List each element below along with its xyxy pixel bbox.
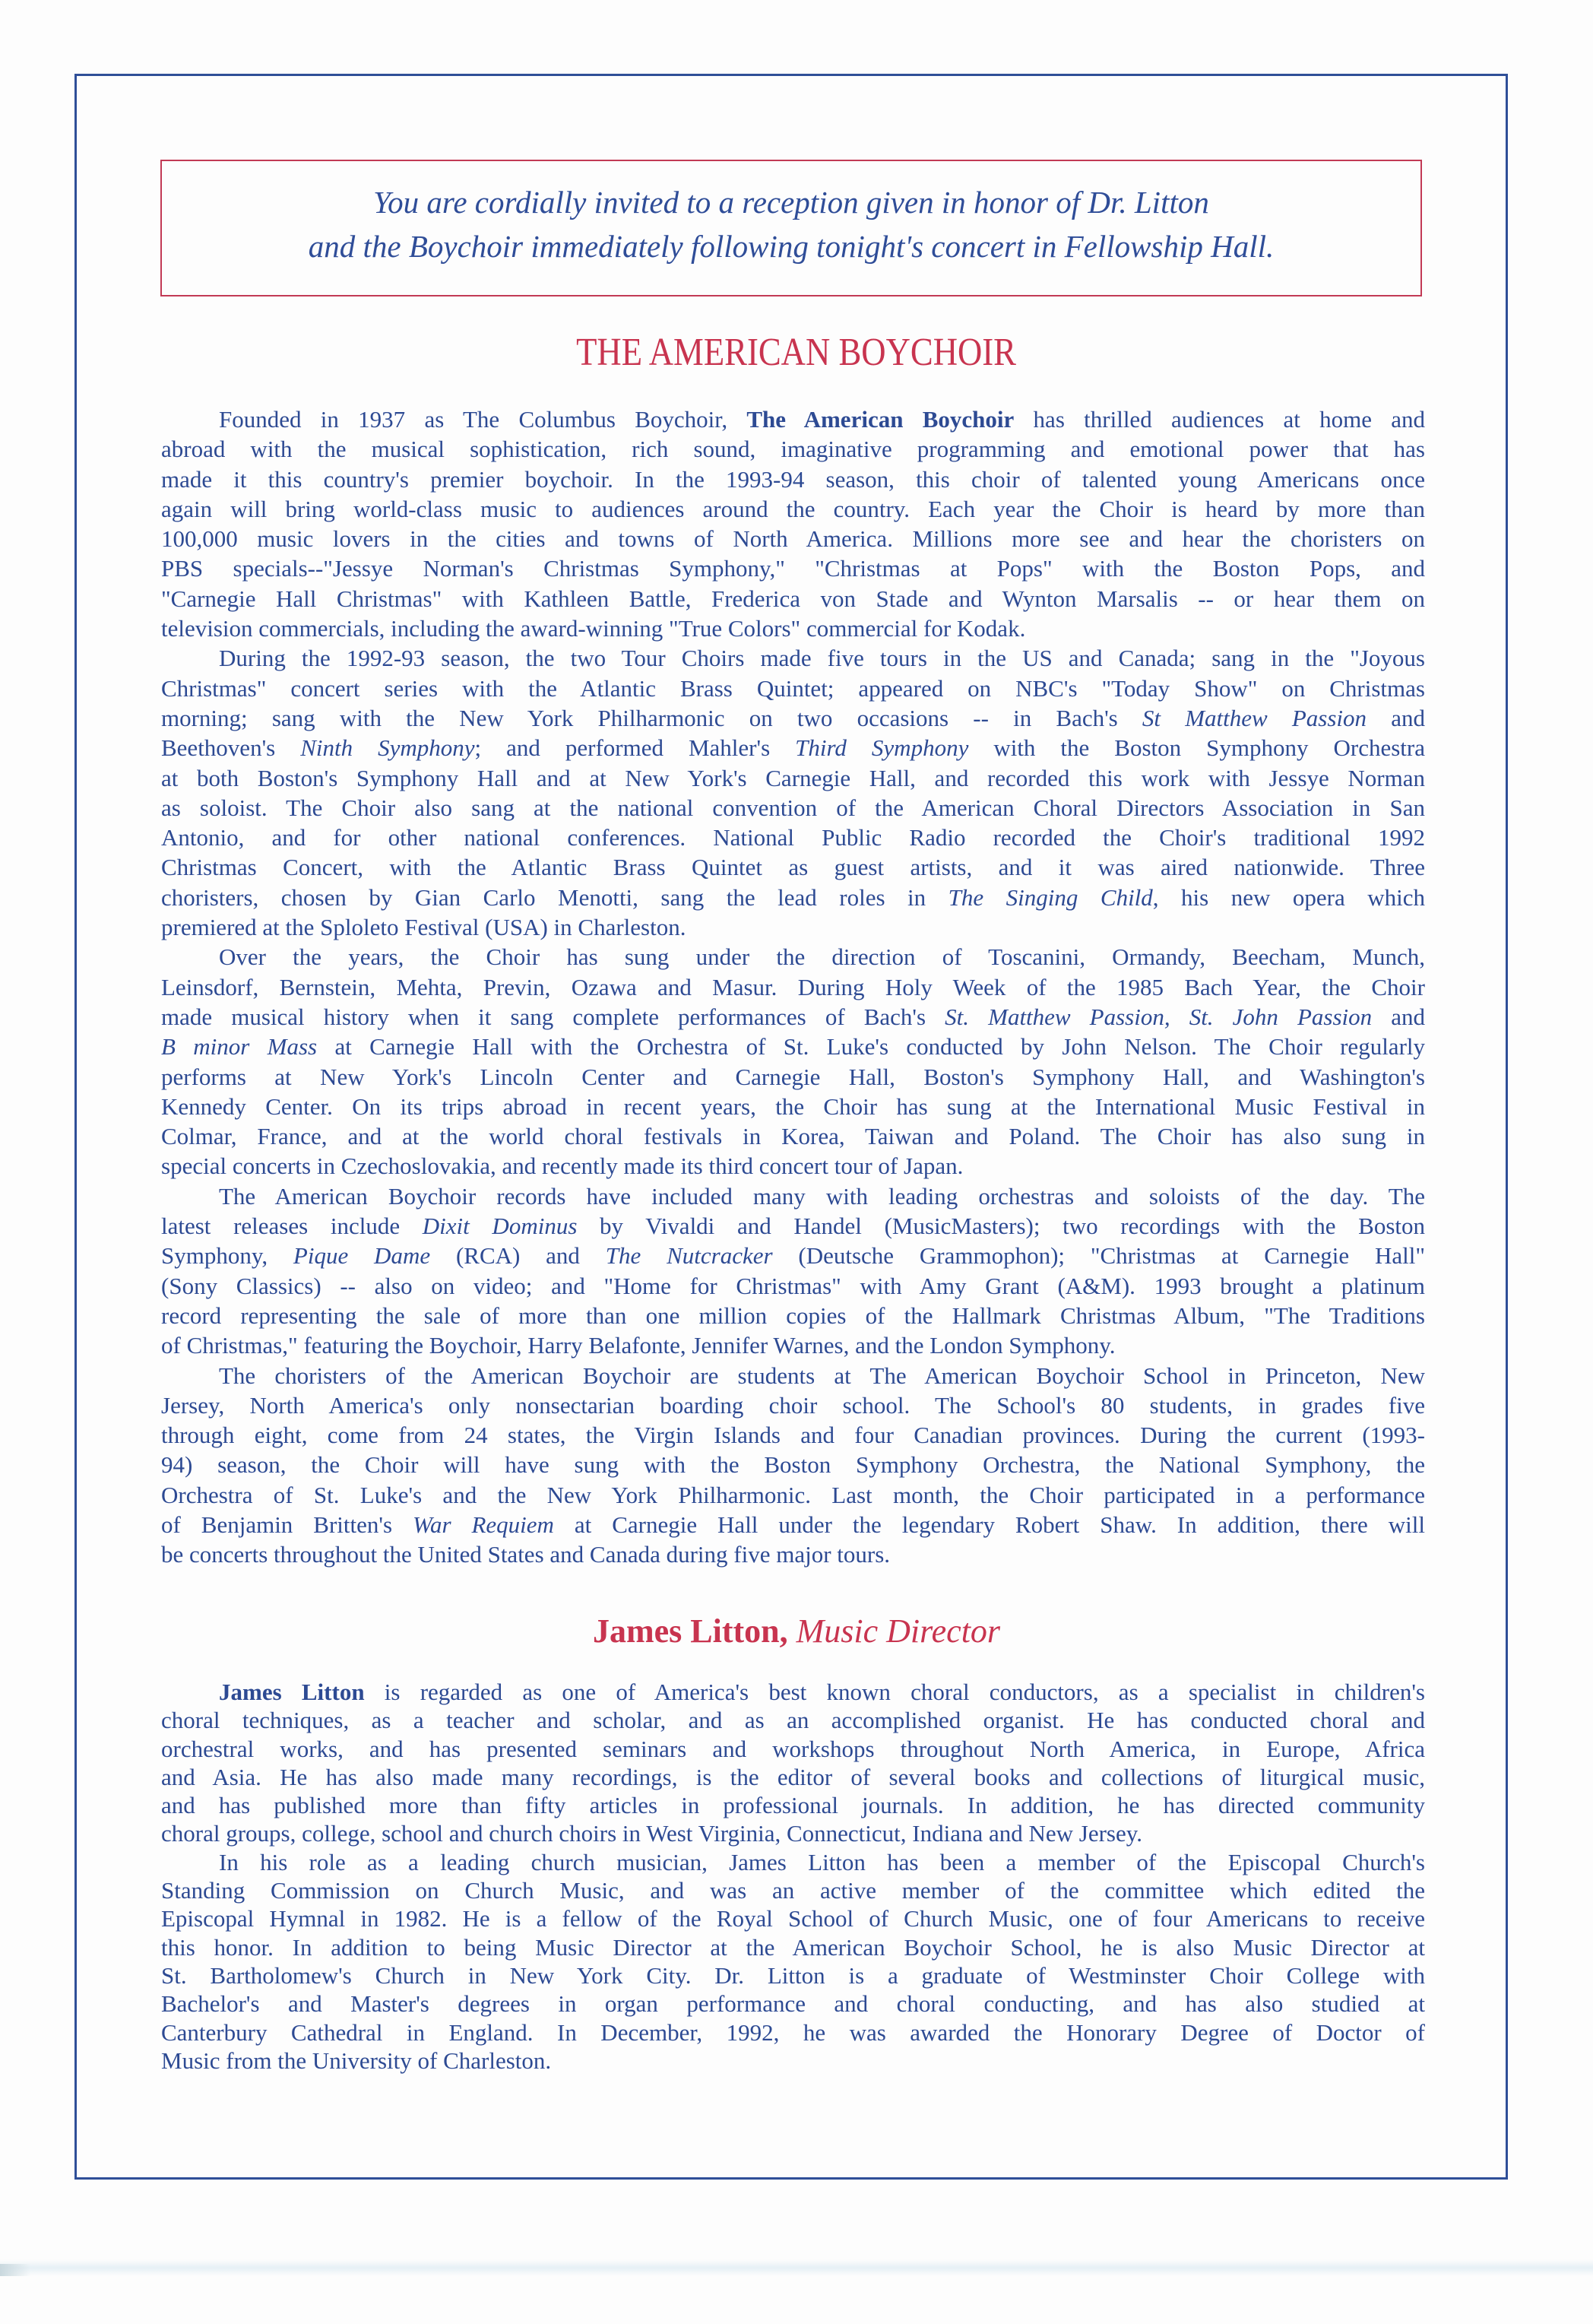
- paragraph: [161, 942, 1425, 1181]
- text-segment: and Asia. He has also made many recordings, is the editor of several books and collections of liturgical music,: [161, 1763, 1425, 1790]
- text-segment: choristers, chosen by Gian Carlo Menotti, sang the lead roles in: [161, 883, 949, 911]
- text-line: [161, 524, 1425, 553]
- text-line: [161, 1706, 1425, 1734]
- text-line: [161, 1361, 1425, 1390]
- text-segment: (RCA) and: [430, 1242, 606, 1270]
- text-line: [161, 553, 1425, 583]
- text-line: [161, 793, 1425, 823]
- text-segment: by Vivaldi and Handel (MusicMasters); two recordings with the Boston: [577, 1213, 1425, 1240]
- text-line: [161, 763, 1425, 793]
- text-segment: Beethoven's: [161, 734, 301, 762]
- text-segment: PBS specials--"Jessye Norman's Christmas Symphony," "Christmas at Pops" with the Boston Pops, and: [161, 555, 1425, 582]
- text-segment: special concerts in Czechoslovakia, and recently made its third concert tour of Japan.: [161, 1152, 964, 1180]
- text-line: [161, 1480, 1425, 1510]
- text-line: [161, 1271, 1425, 1301]
- text-line: [161, 1002, 1425, 1032]
- text-line: [161, 1933, 1425, 1961]
- text-line: [161, 852, 1425, 882]
- text-segment: (Sony Classics) -- also on video; and "Home for Christmas" with Amy Grant (A&M). 1993 brought a platinum: [161, 1272, 1425, 1299]
- text-segment: Orchestra of St. Luke's and the New York Philharmonic. Last month, the Choir participated in a performance: [161, 1481, 1425, 1508]
- text-segment: During the 1992-93 season, the two Tour Choirs made five tours in the US and Canada; sang in the "Joyous: [219, 645, 1425, 672]
- text-segment: The American Boychoir records have included many with leading orchestras and soloists of the day. The: [219, 1182, 1425, 1210]
- text-segment: choral techniques, as a teacher and scholar, and as an accomplished organist. He has conducted choral and: [161, 1707, 1425, 1734]
- text-line: [161, 883, 1425, 912]
- text-segment: again will bring world-class music to audiences around the country. Each year the Choir is heard by more than: [161, 495, 1425, 522]
- text-segment: and has published more than fifty articles in professional journals. In addition, he has directed community: [161, 1792, 1425, 1819]
- text-segment: ; and performed Mahler's: [474, 734, 796, 762]
- text-segment: morning; sang with the New York Philharmonic on two occasions -- in Bach's: [161, 704, 1142, 731]
- text-segment: record representing the sale of more than one million copies of the Hallmark Christmas Album, "The Traditions: [161, 1302, 1425, 1329]
- paragraph: [161, 1361, 1425, 1570]
- text-segment: made it this country's premier boychoir. In the 1993-94 season, this choir of talented young Americans once: [161, 465, 1425, 493]
- text-line: [161, 1904, 1425, 1932]
- text-line: [161, 1032, 1425, 1061]
- section-title-text: THE AMERICAN BOYCHOIR: [576, 331, 1017, 374]
- text-segment: Christmas Concert, with the Atlantic Brass Quintet as guest artists, and it was aired nationwide. Three: [161, 854, 1425, 881]
- invitation-line: and the Boychoir immediately following tonight's concert in Fellowship Hall.: [308, 229, 1275, 264]
- invitation-line: You are cordially invited to a reception given in honor of Dr. Litton: [373, 185, 1209, 220]
- italic-text: St Matthew Passion: [1142, 704, 1367, 731]
- director-name: James Litton,: [592, 1612, 788, 1650]
- text-segment: Over the years, the Choir has sung under the direction of Toscanini, Ormandy, Beecham, Munch,: [219, 943, 1425, 971]
- text-segment: choral groups, college, school and church choirs in West Virginia, Connecticut, Indiana and New Jersey.: [161, 1820, 1142, 1847]
- text-segment: 94) season, the Choir will have sung with the Boston Symphony Orchestra, the National Symphony, the: [161, 1451, 1425, 1479]
- italic-text: Dixit Dominus: [422, 1213, 578, 1240]
- text-line: [161, 1848, 1425, 1876]
- text-segment: performs at New York's Lincoln Center and Carnegie Hall, Boston's Symphony Hall, and Washington's: [161, 1063, 1425, 1090]
- text-segment: St. Bartholomew's Church in New York City. Dr. Litton is a graduate of Westminster Choir College with: [161, 1961, 1425, 1989]
- bold-text: The American Boychoir: [746, 406, 1015, 433]
- text-segment: at both Boston's Symphony Hall and at New York's Carnegie Hall, and recorded this work with Jessye Norman: [161, 764, 1425, 791]
- text-line: [161, 1330, 1425, 1360]
- text-segment: Episcopal Hymnal in 1982. He is a fellow of the Royal School of Church Music, one of four Americans to receive: [161, 1905, 1425, 1932]
- text-line: [161, 823, 1425, 852]
- text-segment: In his role as a leading church musician, James Litton has been a member of the Episcopal Church's: [219, 1848, 1425, 1875]
- text-line: [161, 1390, 1425, 1420]
- scan-artifact-band: [0, 2259, 1593, 2276]
- text-segment: Canterbury Cathedral in England. In December, 1992, he was awarded the Honorary Degree of Doctor of: [161, 2018, 1425, 2046]
- text-segment: Founded in 1937 as The Columbus Boychoir,: [219, 406, 747, 433]
- text-line: [161, 1301, 1425, 1330]
- text-line: [161, 942, 1425, 972]
- text-segment: Symphony,: [161, 1242, 293, 1270]
- text-segment: "Carnegie Hall Christmas" with Kathleen Battle, Frederica von Stade and Wynton Marsalis -- or hear them on: [161, 585, 1425, 612]
- director-heading: [0, 1612, 1593, 1650]
- invitation-box: [160, 160, 1422, 296]
- paragraph: [161, 1181, 1425, 1361]
- paragraph: [161, 1848, 1425, 2075]
- paragraph: [161, 1678, 1425, 1848]
- text-segment: Leinsdorf, Bernstein, Mehta, Previn, Ozawa and Masur. During Holy Week of the 1985 Bach Year, the Choir: [161, 973, 1425, 1000]
- text-line: [161, 1121, 1425, 1151]
- text-segment: (Deutsche Grammophon); "Christmas at Carnegie Hall": [772, 1242, 1425, 1270]
- text-line: [161, 1241, 1425, 1270]
- text-line: [161, 1990, 1425, 2018]
- bold-text: James Litton: [219, 1679, 365, 1705]
- text-line: [161, 464, 1425, 494]
- text-segment: be concerts throughout the United States and Canada during five major tours.: [161, 1541, 891, 1568]
- text-line: [161, 494, 1425, 524]
- text-segment: , his new opera which: [1152, 883, 1425, 911]
- text-line: [161, 733, 1425, 763]
- scan-artifact-corner: [0, 2264, 30, 2276]
- text-segment: Christmas" concert series with the Atlantic Brass Quintet; appeared on NBC's "Today Show" on Christmas: [161, 674, 1425, 702]
- text-line: [161, 1062, 1425, 1092]
- text-segment: as soloist. The Choir also sang at the national convention of the American Choral Directors Association in San: [161, 794, 1425, 821]
- choir-section-body: [161, 404, 1425, 1570]
- section-title: [0, 330, 1593, 375]
- paragraph: [161, 404, 1425, 643]
- text-line: [161, 674, 1425, 703]
- text-segment: Antonio, and for other national conferences. National Public Radio recorded the Choir's traditional 1992: [161, 824, 1425, 851]
- text-line: [161, 2047, 1425, 2075]
- text-line: [161, 1763, 1425, 1791]
- text-line: [161, 1450, 1425, 1479]
- text-segment: orchestral works, and has presented seminars and workshops throughout North America, in Europe, Africa: [161, 1735, 1425, 1762]
- text-line: [161, 1092, 1425, 1121]
- text-line: [161, 972, 1425, 1002]
- text-segment: at Carnegie Hall under the legendary Robert Shaw. In addition, there will: [553, 1511, 1425, 1538]
- text-segment: television commercials, including the award-winning "True Colors" commercial for Kodak.: [161, 615, 1026, 642]
- italic-text: War Requiem: [412, 1511, 554, 1538]
- text-line: [161, 1181, 1425, 1211]
- italic-text: The Nutcracker: [605, 1242, 773, 1270]
- text-line: [161, 1876, 1425, 1904]
- text-line: [161, 434, 1425, 464]
- text-segment: Bachelor's and Master's degrees in organ performance and choral conducting, and has also studied at: [161, 1990, 1425, 2018]
- text-line: [161, 584, 1425, 613]
- text-line: [161, 613, 1425, 643]
- italic-text: St. Matthew Passion, St. John Passion: [945, 1003, 1373, 1030]
- text-segment: of Christmas," featuring the Boychoir, Harry Belafonte, Jennifer Warnes, and the London Symphony.: [161, 1332, 1116, 1359]
- text-segment: and: [1372, 1003, 1426, 1030]
- text-segment: Music from the University of Charleston.: [161, 2047, 552, 2074]
- text-segment: at Carnegie Hall with the Orchestra of St. Luke's conducted by John Nelson. The Choir regularly: [317, 1033, 1426, 1061]
- text-line: [161, 643, 1425, 673]
- text-line: [161, 1819, 1425, 1847]
- director-role: Music Director: [796, 1612, 1001, 1650]
- text-segment: of Benjamin Britten's: [161, 1511, 413, 1538]
- paragraph: [161, 643, 1425, 942]
- text-segment: this honor. In addition to being Music Director at the American Boychoir School, he is also Music Director at: [161, 1933, 1425, 1961]
- text-line: [161, 703, 1425, 733]
- text-segment: Colmar, France, and at the world choral festivals in Korea, Taiwan and Poland. The Choir has also sung in: [161, 1123, 1425, 1150]
- text-segment: is regarded as one of America's best known choral conductors, as a specialist in children's: [364, 1679, 1425, 1705]
- text-line: [161, 404, 1425, 434]
- italic-text: Ninth Symphony: [300, 734, 475, 762]
- text-line: [161, 1735, 1425, 1763]
- italic-text: Third Symphony: [795, 734, 969, 762]
- text-segment: with the Boston Symphony Orchestra: [968, 734, 1425, 762]
- text-line: [161, 1211, 1425, 1241]
- text-line: [161, 1791, 1425, 1819]
- text-segment: 100,000 music lovers in the cities and towns of North America. Millions more see and hear the choristers on: [161, 525, 1425, 553]
- italic-text: B minor Mass: [161, 1033, 318, 1061]
- text-segment: latest releases include: [161, 1213, 423, 1240]
- text-line: [161, 1961, 1425, 1990]
- italic-text: The Singing Child: [948, 883, 1153, 911]
- text-line: [161, 1678, 1425, 1706]
- text-line: [161, 1539, 1425, 1569]
- text-segment: Kennedy Center. On its trips abroad in recent years, the Choir has sung at the International Music Festival in: [161, 1092, 1425, 1120]
- director-section-body: [161, 1678, 1425, 2075]
- text-segment: abroad with the musical sophistication, rich sound, imaginative programming and emotional power that has: [161, 436, 1425, 463]
- text-segment: has thrilled audiences at home and: [1014, 406, 1426, 433]
- text-segment: premiered at the Sploleto Festival (USA) in Charleston.: [161, 914, 686, 941]
- text-line: [161, 2018, 1425, 2047]
- text-segment: made musical history when it sang complete performances of Bach's: [161, 1003, 945, 1030]
- text-segment: through eight, come from 24 states, the Virgin Islands and four Canadian provinces. During the current (1993-: [161, 1422, 1425, 1449]
- italic-text: Pique Dame: [293, 1242, 431, 1270]
- text-line: [161, 1151, 1425, 1181]
- text-line: [161, 1510, 1425, 1539]
- text-segment: Jersey, North America's only nonsectarian boarding choir school. The School's 80 students, in grades five: [161, 1391, 1425, 1419]
- text-line: [161, 912, 1425, 942]
- text-line: [161, 1420, 1425, 1450]
- text-segment: The choristers of the American Boychoir are students at The American Boychoir School in Princeton, New: [219, 1362, 1425, 1389]
- text-segment: Standing Commission on Church Music, and was an active member of the committee which edited the: [161, 1877, 1425, 1904]
- text-segment: and: [1367, 704, 1425, 731]
